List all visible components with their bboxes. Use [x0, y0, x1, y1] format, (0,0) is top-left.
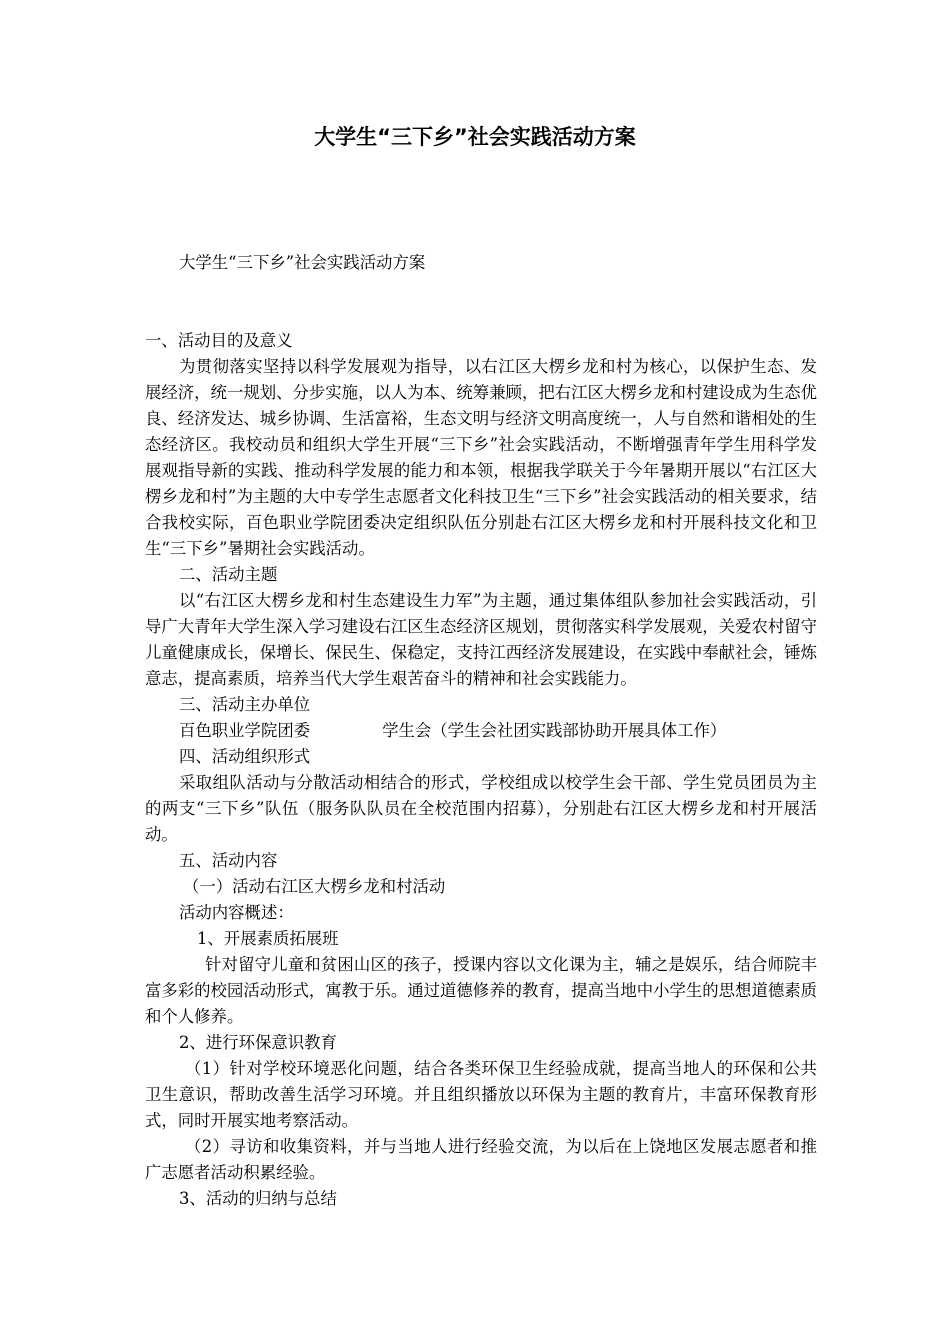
paragraph-purpose: 为贯彻落实坚持以科学发展观为指导，以右江区大楞乡龙和村为核心，以保护生态、发展经济，统一规划、分步实施，以人为本、统筹兼顾，把右江区大楞乡龙和村建设成为生态优良、经济发达、城乡协调、生活富裕，生态文明与经济文明高度统一，人与自然和谐相处的生态经济区。我校动员和组织大学生开展“三下乡”社会实践活动，不断增强青年学生用科学发展观指导新的实践、推动科学发展的能力和本领，根据我学联关于今年暑期开展以“右江区大楞乡龙和村”为主题的大中专学生志愿者文化科技卫生“三下乡”社会实践活动的相关要求，结合我校实际，百色职业学院团委决定组织队伍分别赴右江区大楞乡龙和村开展科技文化和卫生“三下乡”暑期社会实践活动。: [145, 357, 818, 558]
paragraph-theme: 以“右江区大楞乡龙和村生态建设生力军”为主题，通过集体组队参加社会实践活动，引导广大青年大学生深入学习建设右江区生态经济区规划，贯彻落实科学发展观，关爱农村留守儿童健康成长，保增长、保民生、保稳定，支持江西经济发展建设，在实践中奉献社会，锤炼意志，提高素质，培养当代大学生艰苦奋斗的精神和社会实践能力。: [145, 591, 818, 688]
item-heading-3: 3、活动的归纳与总结: [179, 1189, 337, 1208]
spacer: [145, 276, 817, 328]
paragraph-form: 采取组队活动与分散活动相结合的形式，学校组成以校学生会干部、学生党员团员为主的两支“三下乡”队伍（服务队队员在全校范围内招募），分别赴右江区大楞乡龙和村开展活动。: [145, 773, 817, 844]
section-heading-theme: 二、活动主题: [179, 565, 278, 584]
item-heading-2: 2、进行环保意识教育: [179, 1033, 337, 1052]
section-heading-organizer: 三、活动主办单位: [179, 695, 311, 714]
section-heading-content: 五、活动内容: [179, 851, 278, 870]
organizer-line: [145, 718, 817, 744]
organizer-2: 学生会（学生会社团实践部协助开展具体工作）: [382, 721, 727, 740]
paragraph-item-1: 针对留守儿童和贫困山区的孩子，授课内容以文化课为主，辅之是娱乐，结合师院丰富多彩的校园活动形式，寓教于乐。通过道德修养的教育，提高当地中小学生的思想道德素质和个人修养。: [145, 955, 818, 1026]
section-heading-purpose: 一、活动目的及意义: [145, 331, 293, 350]
item-heading-1: 1、开展素质拓展班: [197, 929, 339, 948]
organizer-1: 百色职业学院团委: [179, 721, 311, 740]
document-title: 大学生“三下乡”社会实践活动方案: [314, 125, 636, 149]
paragraph-item-2-1: （1）针对学校环境恶化问题，结合各类环保卫生经验成就，提高当地人的环保和公共卫生意识，帮助改善生活学习环境。并且组织播放以环保为主题的教育片，丰富环保教育形式，同时开展实地考察活动。: [145, 1059, 817, 1130]
overview-label: 活动内容概述：: [179, 903, 294, 922]
section-heading-form: 四、活动组织形式: [179, 747, 311, 766]
document-body: [145, 250, 817, 1212]
document-subtitle: 大学生“三下乡”社会实践活动方案: [179, 253, 426, 272]
subsection-heading: （一）活动右江区大楞乡龙和村活动: [183, 877, 446, 896]
paragraph-item-2-2: （2）寻访和收集资料，并与当地人进行经验交流，为以后在上饶地区发展志愿者和推广志愿者活动积累经验。: [145, 1137, 817, 1182]
